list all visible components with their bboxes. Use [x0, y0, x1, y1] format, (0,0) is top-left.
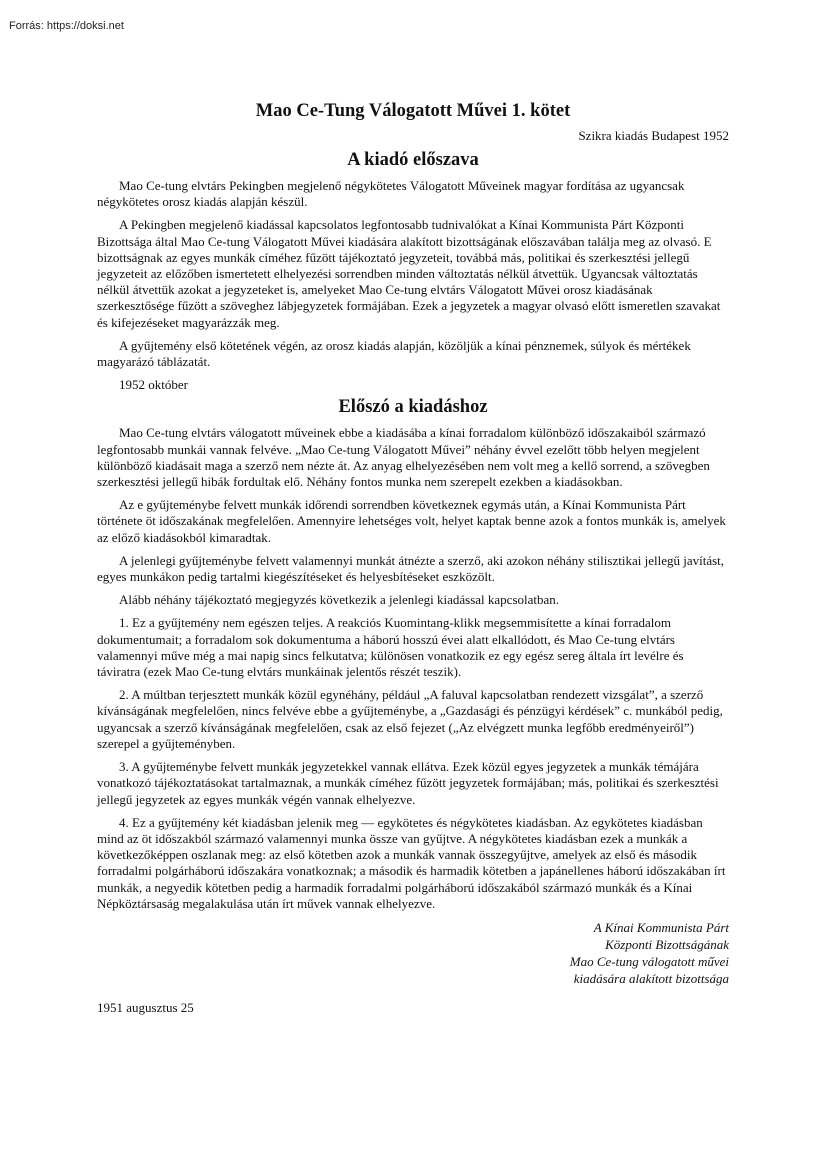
signature-block — [97, 919, 729, 987]
foreword-date: 1952 október — [119, 377, 188, 393]
source-label: Forrás: https://doksi.net — [9, 20, 124, 32]
signature-line: A Kínai Kommunista Párt — [593, 919, 729, 935]
paragraph: 1. Ez a gyűjtemény nem egészen teljes. A reakciós Kuomintang-klikk megsemmisítette a kínai forradalom dokumentumait; a forradalom sok dokumentuma a háború hosszú évei alatt elkallódott, és Mao Ce-tung elvtárs valamennyi műve még a mai napig sincs felkutatva; különösen vonatkozik ez egy egész sereg általa írt levélre és táviratra (ezek Mao Ce-tung elvtárs munkáinak jelentős részét teszik). — [97, 615, 684, 680]
paragraph: 2. A múltban terjesztett munkák közül egynéhány, például „A faluval kapcsolatban rendezett vizsgálat”, a szerző kívánságának megfelelően, nincs felvéve ebbe a gyűjteménybe, a „Gazdasági és pénzügyi kérdések” c. munkából pedig, ugyancsak a szerző kívánságának megfelelően, csak az első fejezet („Az elvégzett munka legfőbb eredményeiről”) szerepel a gyűjteményben. — [97, 687, 723, 751]
paragraph: A gyűjtemény első kötetének végén, az orosz kiadás alapján, közöljük a kínai pénznemek, súlyok és mértékek magyarázó táblázatát. — [97, 337, 691, 370]
section-heading-publisher-foreword: A kiadó előszava — [347, 150, 479, 170]
page-title: Mao Ce-Tung Válogatott Művei 1. kötet — [255, 101, 571, 121]
paragraph: A jelenlegi gyűjteménybe felvett valamennyi munkát átnézte a szerző, aki azokon néhány stilisztikai jellegű javítást, egyes munkákon pedig tartalmi kiegészítéseket és helyesbítéseket eszközölt. — [97, 552, 725, 585]
paragraph: 4. Ez a gyűjtemény két kiadásban jelenik meg — egykötetes és négykötetes kiadásban. Az egykötetes kiadásban mind az öt időszakból származó valamennyi munka össze van gyűjtve. A négykötetes kiadásban ezek a munkák a következőképpen oszlanak meg: az első kötetben azok a munkák vannak összegyűjtve, amelyek az első és második forradalmi polgárháború időszakára vonatkoznak; a második és harmadik kötetben a japánellenes háború időszakában írt munkák, a negyedik kötetben pedig a harmadik forradalmi polgárháború időszakából származó munkák és a Kínai Népköztársaság megalakulása után írt művek vannak elhelyezve. — [97, 814, 726, 911]
publisher-line: Szikra kiadás Budapest 1952 — [578, 128, 729, 143]
preface-date: 1951 augusztus 25 — [97, 999, 194, 1015]
document-body — [97, 99, 729, 1016]
section-heading-edition-preface: Előszó a kiadáshoz — [338, 397, 488, 418]
paragraph: Alább néhány tájékoztató megjegyzés következik a jelenlegi kiadással kapcsolatban. — [119, 592, 560, 608]
signature-line: Mao Ce-tung válogatott művei — [569, 953, 729, 969]
paragraph: 3. A gyűjteménybe felvett munkák jegyzetekkel vannak ellátva. Ezek közül egyes jegyzetek a munkák témájára vonatkozó tájékoztatásokat tartalmaznak, a munkák címéhez fűzött jegyzetek formájában; más, politikai és szerkesztési jellegű jegyzetek az egyes munkák végén vannak elhelyezve. — [97, 759, 719, 807]
signature-line: kiadására alakított bizottsága — [573, 970, 729, 986]
paragraph: A Pekingben megjelenő kiadással kapcsolatos legfontosabb tudnivalókat a Kínai Kommunista Párt Központi Bizottsága által Mao Ce-tung Válogatott Művei kiadására alakított bizottságának előszavában találja meg az olvasó. E bizottságnak az egyes munkák címéhez fűzött tájékoztató jegyzeteit, továbbá más, politikai és szerkesztési jellegű jegyzeteit az előzőben ismertetett elhelyezési sorrendben minden változtatás nélkül átvettük. Ugyancsak változtatás nélkül átvettük azokat a jegyzeteket is, amelyeket Mao Ce-tung elvtárs Válogatott Művei orosz kiadásának szerkesztősége fűzött a szöveghez lábjegyzetek formájában. Ezek a jegyzetek a magyar olvasó előtt ismeretlen szavakat és kifejezéseket magyarázzák meg. — [97, 217, 721, 330]
paragraph: Az e gyűjteménybe felvett munkák időrendi sorrendben következnek egymás után, a Kínai Kommunista Párt története öt időszakának megfelelően. Amennyire lehetséges volt, helyet kaptak benne azok a fontos munkák is, amelyek az előző kiadásokból kimaradtak. — [97, 497, 726, 545]
signature-line: Központi Bizottságának — [605, 936, 729, 952]
paragraph: Mao Ce-tung elvtárs válogatott műveinek ebbe a kiadásába a kínai forradalom különböző időszakaiból származó legfontosabb munkái vannak felvéve. „Mao Ce-tung Válogatott Művei” néhány évvel ezelőtt több helyen megjelent különböző kiadásait maga a szerző nem nézte át. Az anyag elhelyezésében nem volt meg a kellő sorrend, a szövegben szerkesztési jellegű hibák fordultak elő. Néhány fontos munka nem szerepelt ezekben a kiadásokban. — [97, 425, 710, 490]
paragraph: Mao Ce-tung elvtárs Pekingben megjelenő négykötetes Válogatott Műveinek magyar fordítása az ugyancsak négykötetes orosz kiadás alapján készül. — [97, 178, 685, 210]
